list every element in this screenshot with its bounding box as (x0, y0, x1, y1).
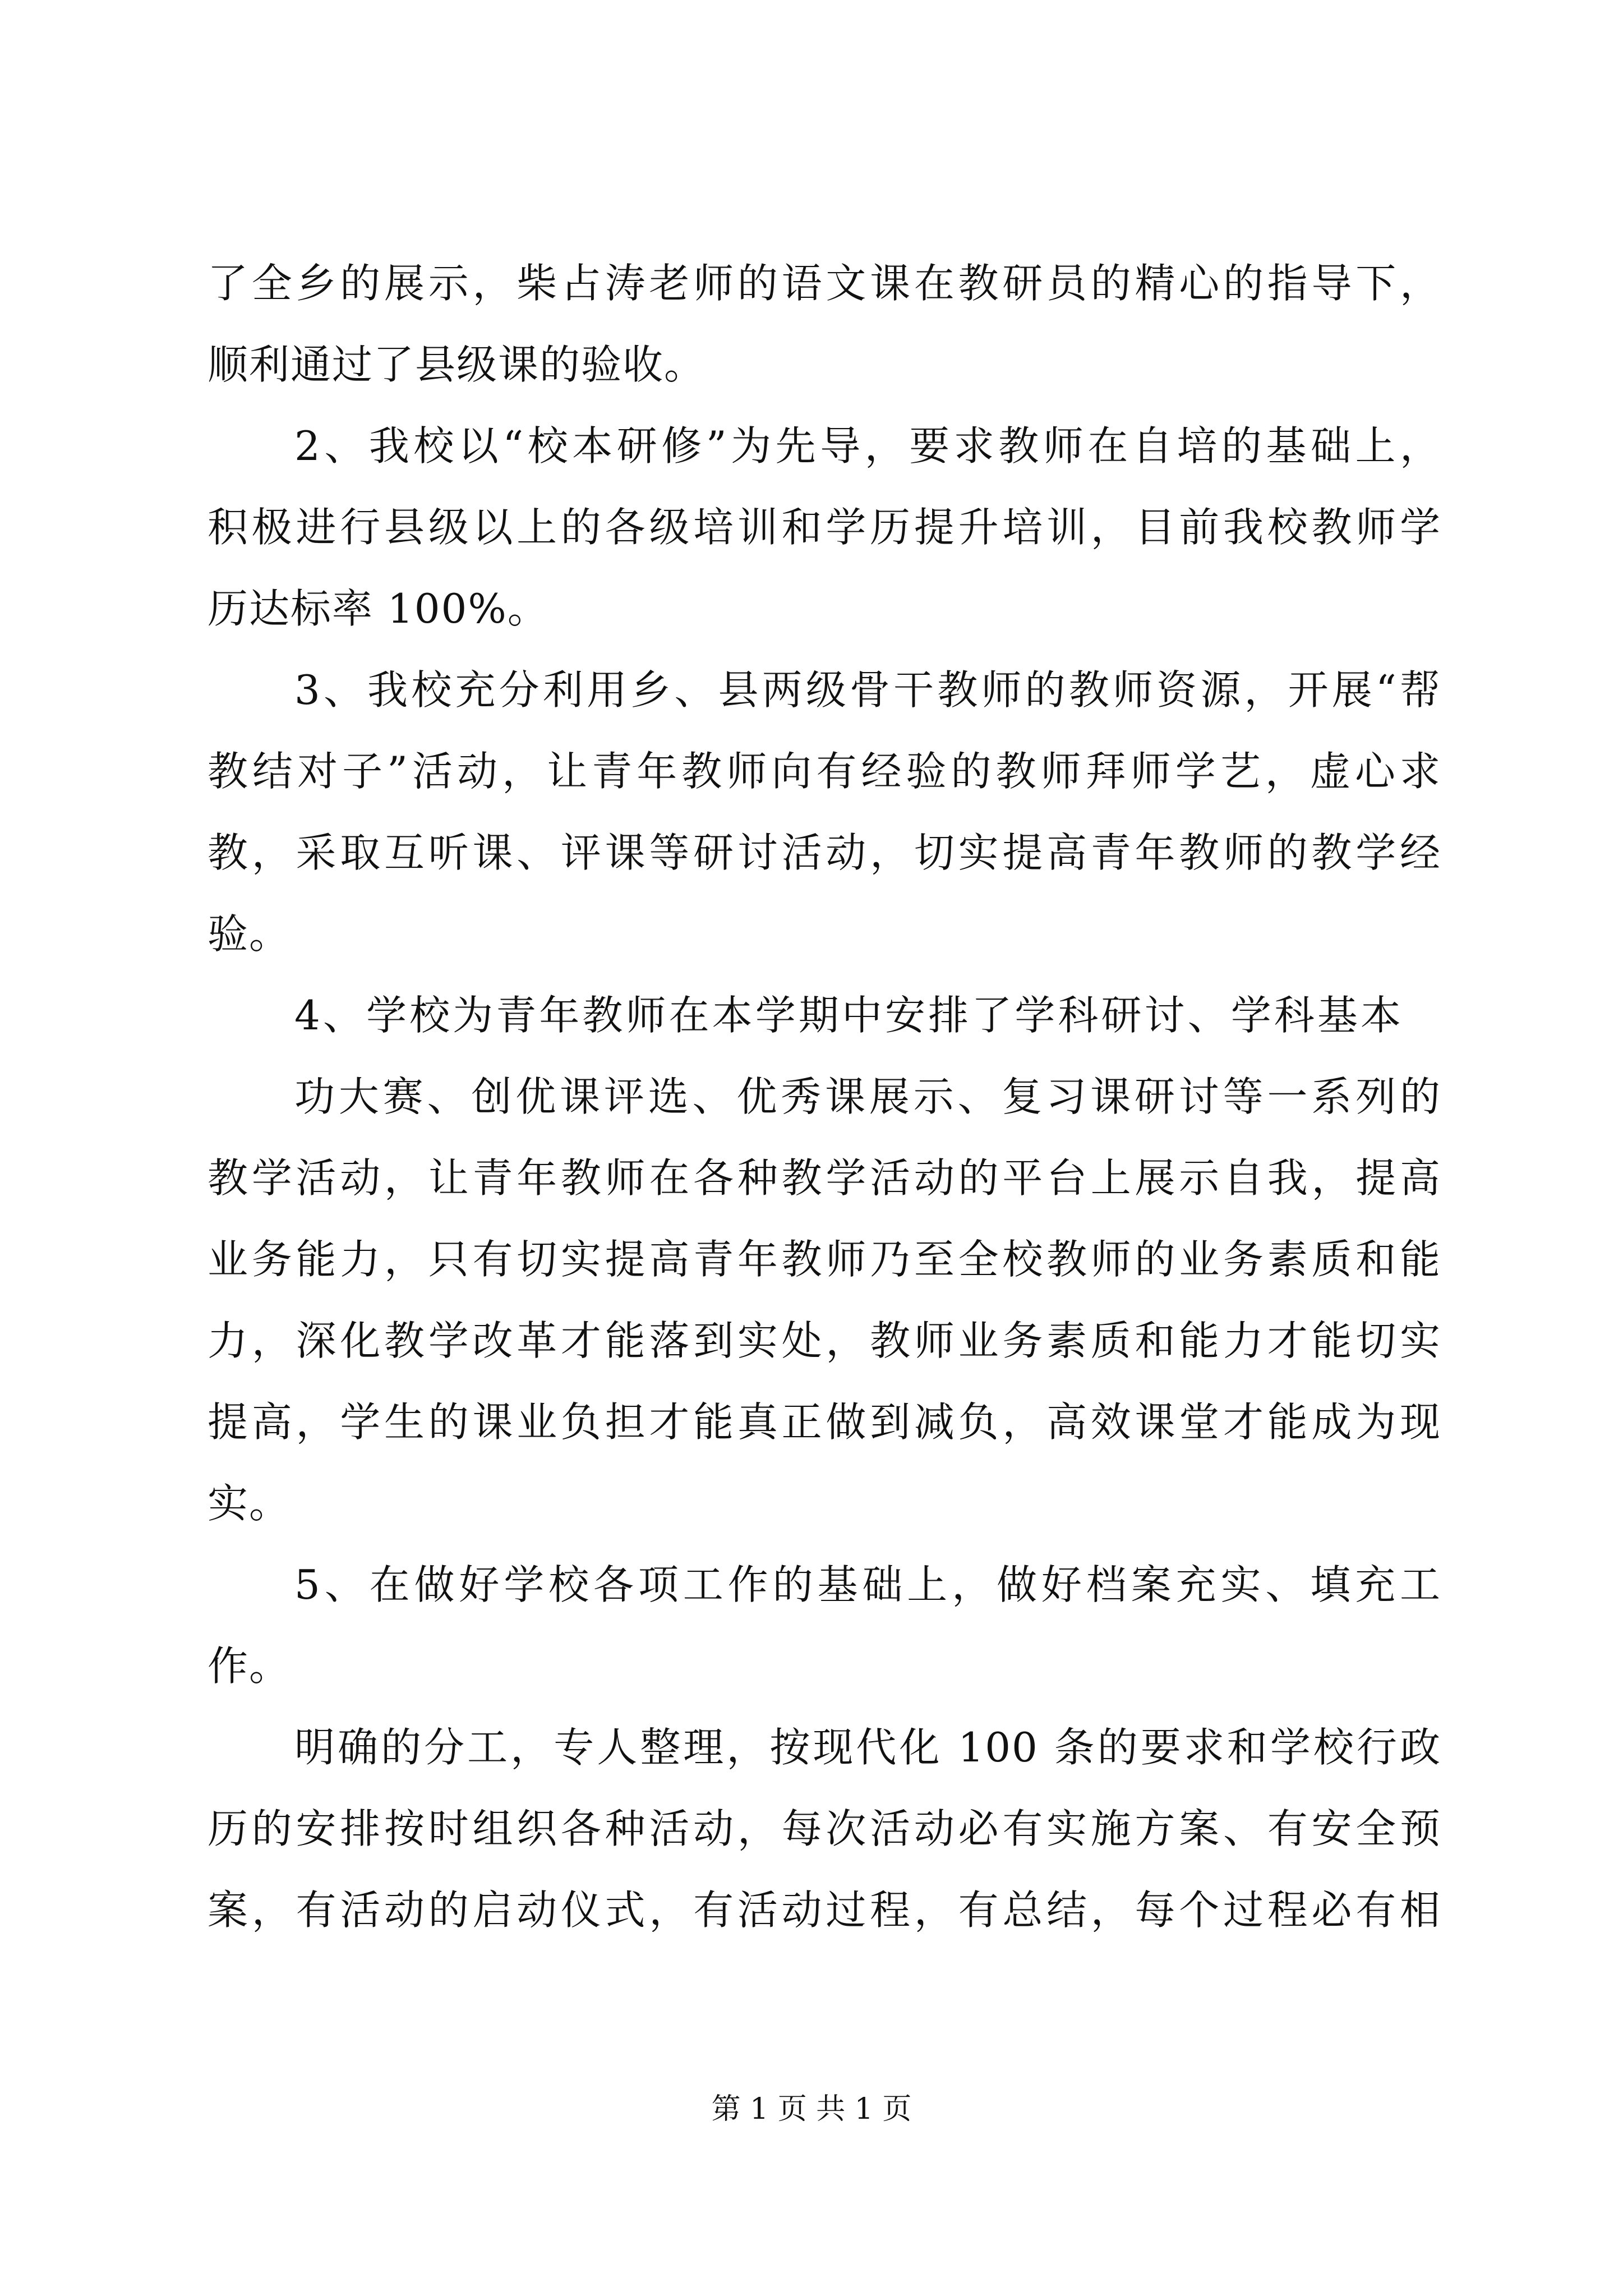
text-line: 明确的分工，专人整理，按现代化 100 条的要求和学校行政 (294, 1724, 1441, 1771)
text-line: 4、学校为青年教师在本学期中安排了学科研讨、学科基本 (294, 992, 1402, 1039)
text-line: 了全乡的展示，柴占涛老师的语文课在教研员的精心的指导下， (208, 260, 1441, 307)
text-line: 积极进行县级以上的各级培训和学历提升培训，目前我校教师学 (208, 504, 1441, 551)
text-line: 功大赛、创优课评选、优秀课展示、复习课研讨等一系列的 (294, 1073, 1441, 1120)
page-number-footer: 第 1 页 共 1 页 (711, 2092, 912, 2126)
text-line: 教学活动，让青年教师在各种教学活动的平台上展示自我，提高 (208, 1154, 1441, 1202)
text-line: 实。 (208, 1480, 291, 1527)
text-line: 作。 (208, 1642, 291, 1690)
text-line: 提高，学生的课业负担才能真正做到减负，高效课堂才能成为现 (208, 1398, 1441, 1446)
text-line: 教结对子”活动，让青年教师向有经验的教师拜师学艺，虚心求 (208, 748, 1441, 795)
text-line: 教，采取互听课、评课等研讨活动，切实提高青年教师的教学经 (208, 829, 1441, 876)
text-line: 案，有活动的启动仪式，有活动过程，有总结，每个过程必有相 (208, 1887, 1441, 1934)
text-line: 力，深化教学改革才能落到实处，教师业务素质和能力才能切实 (208, 1317, 1441, 1364)
text-line: 验。 (208, 910, 291, 958)
text-line: 业务能力，只有切实提高青年教师乃至全校教师的业务素质和能 (208, 1236, 1441, 1283)
text-line: 历的安排按时组织各种活动，每次活动必有实施方案、有安全预 (208, 1805, 1441, 1852)
text-line: 3、我校充分利用乡、县两级骨干教师的教师资源，开展“帮 (294, 666, 1441, 714)
text-line: 2、我校以“校本研修”为先导，要求教师在自培的基础上， (294, 422, 1441, 470)
text-line: 顺利通过了县级课的验收。 (208, 341, 706, 388)
text-line: 5、在做好学校各项工作的基础上，做好档案充实、填充工 (294, 1561, 1441, 1608)
text-line: 历达标率 100%。 (208, 585, 549, 632)
